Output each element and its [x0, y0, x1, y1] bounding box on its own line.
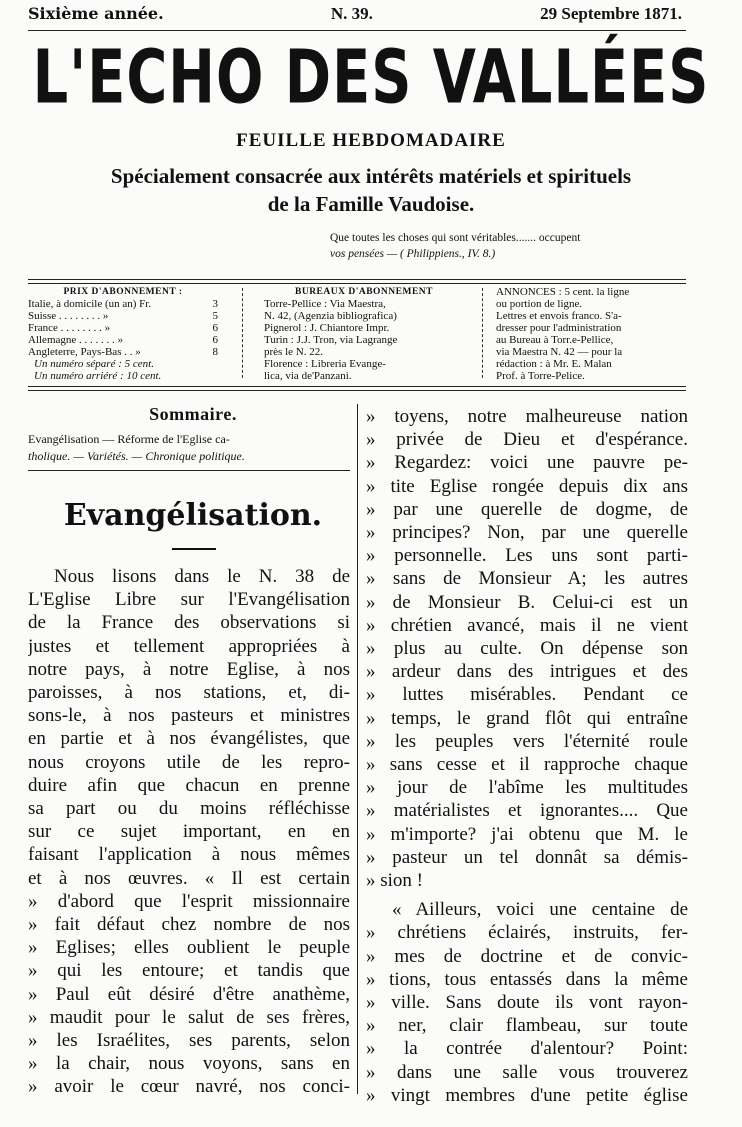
article-line: » matérialistes et ignorantes.... Que — [366, 800, 688, 822]
article-line: » les peuples vers l'éternité roule — [366, 730, 688, 752]
article-line: nous croyons utile de les repro- — [28, 751, 350, 773]
article-line: » chrétien avancé, mais il ne vient — [366, 614, 688, 636]
article-line: » Eglises; elles oublient le peuple — [28, 937, 350, 959]
article-line: » temps, le grand flôt qui entraîne — [366, 707, 688, 729]
office-line: Pignerol : J. Chiantore Impr. — [264, 322, 390, 334]
article-line: duire afin que chacun en prenne — [28, 774, 350, 796]
subscription-label: Allemagne . . . . . . . » — [28, 334, 124, 346]
office-line: près le N. 22. — [264, 346, 323, 358]
article-line: » d'abord que l'esprit missionnaire — [28, 890, 350, 912]
article-line: » fait défaut chez nombre de nos — [28, 914, 350, 936]
offices-lines — [264, 298, 464, 382]
subscription-rows — [28, 298, 218, 358]
article-line: sa part ou du moins réfléchisse — [28, 798, 350, 820]
sommaire-title: Sommaire. — [149, 404, 237, 424]
info-divider-1 — [242, 288, 248, 378]
article-line: paroisses, à nos stations, et, di- — [28, 682, 350, 704]
subscription-offices — [264, 286, 464, 382]
issue-line — [28, 4, 682, 24]
article-line: » la contrée d'alentour? Point: — [366, 1038, 688, 1060]
subscription-price: 8 — [212, 346, 218, 358]
article-line: » tions, tous entassés dans la même — [366, 968, 688, 990]
announcement-line: dresser pour l'administration — [496, 322, 622, 334]
office-line: Turin : J.J. Tron, via Lagrange — [264, 334, 398, 346]
info-top-rule — [28, 279, 686, 280]
subscription-row — [28, 298, 218, 310]
subscription-price: 3 — [212, 298, 218, 310]
epigraph — [330, 230, 680, 262]
article-right-column — [366, 405, 688, 1107]
sommaire-rule — [28, 470, 350, 471]
offices-heading: BUREAUX D'ABONNEMENT — [295, 287, 433, 297]
subscription-row — [28, 310, 218, 322]
subscription-price: 6 — [212, 322, 218, 334]
article-line: » m'importe? j'ai obtenu que M. le — [366, 823, 688, 845]
announcements — [496, 286, 686, 382]
article-line: » maudit pour le salut de ses frères, — [28, 1006, 350, 1028]
article-line: sons-le, à nos pasteurs et ministres — [28, 705, 350, 727]
epigraph-line-2: vos pensées — ( Philippiens., IV. 8.) — [330, 248, 496, 260]
article-line: » chrétiens éclairés, instruits, fer- — [366, 922, 688, 944]
info-divider-2 — [482, 288, 488, 378]
article-line: » toyens, notre malheureuse nation — [366, 406, 688, 427]
article-line: » Paul eût désiré d'être anathème, — [28, 983, 350, 1005]
article-line: » avoir le cœur navré, nos conci- — [28, 1076, 350, 1098]
article-line: » pasteur un tel donnât sa démis- — [366, 846, 688, 868]
issue-date: 29 Septembre 1871. — [540, 4, 682, 23]
article-line: » vingt membres d'une petite église — [366, 1084, 688, 1106]
info-bottom-rule-2 — [28, 390, 686, 391]
article-line: » la chair, nous voyons, sans en — [28, 1053, 350, 1075]
newspaper-tagline — [0, 162, 742, 218]
article-line: de la France des observations si — [28, 612, 350, 634]
tagline-line-1: Spécialement consacrée aux intérêts matériels et spirituels — [110, 164, 632, 188]
office-line: N. 42, (Agenzia bibliografica) — [264, 310, 397, 322]
announcement-line: Lettres et envois franco. S'a- — [496, 310, 622, 322]
subscription-row — [28, 322, 218, 334]
article-line: Nous lisons dans le N. 38 de — [54, 566, 350, 587]
article-left-column — [28, 565, 350, 1099]
article-line: » personnelle. Les uns sont parti- — [366, 545, 688, 567]
article-right-part-2 — [366, 898, 688, 1107]
article-line: » plus au culte. On dépense son — [366, 638, 688, 660]
subscription-price: 6 — [212, 334, 218, 346]
year-label: Sixième année. — [28, 4, 164, 23]
subscription-row — [28, 346, 218, 358]
article-line: » de Monsieur B. Celui-ci est un — [366, 591, 688, 613]
subscription-prices — [28, 286, 218, 382]
article-line: notre pays, à notre Eglise, à nos — [28, 658, 350, 680]
article-line: L'Eglise Libre sur l'Evangélisation — [28, 589, 350, 611]
tagline-line-2: de la Famille Vaudoise. — [267, 192, 475, 216]
office-line: lica, via de'Panzani. — [264, 370, 352, 382]
article-line: » ardeur dans des intrigues et des — [366, 661, 688, 683]
article-line: » sion ! — [366, 870, 423, 892]
article-line: » sans de Monsieur A; les autres — [366, 568, 688, 590]
subscription-heading: PRIX D'ABONNEMENT : — [63, 287, 183, 297]
back-issue-price: Un numéro arriéré : 10 cent. — [34, 370, 162, 382]
sommaire — [28, 404, 358, 465]
subscription-label: France . . . . . . . . » — [28, 322, 111, 334]
announcement-line: Prof. à Torre-Pelice. — [496, 370, 585, 382]
announcement-line: rédaction : à Mr. E. Malan — [496, 358, 612, 370]
announcement-line: ANNONCES : 5 cent. la ligne — [496, 286, 630, 298]
article-line: » qui les entoure; et tandis que — [28, 960, 350, 982]
article-line: » privée de Dieu et d'espérance. — [366, 429, 688, 451]
epigraph-line-1: Que toutes les choses qui sont véritables....... occupent — [330, 232, 581, 244]
article-right-part-1 — [366, 405, 688, 892]
article-line: sur ce sujet important, en en — [28, 821, 350, 843]
info-bottom-rule — [28, 386, 686, 387]
article-line: » Regardez: voici une pauvre pe- — [366, 452, 688, 474]
article-line: » principes? Non, par une querelle — [366, 522, 688, 544]
office-line: Florence : Libreria Evange- — [264, 358, 386, 370]
article-line: » par une querelle de dogme, de — [366, 498, 688, 520]
article-line: » ner, clair flambeau, sur toute — [366, 1015, 688, 1037]
subscription-row — [28, 334, 218, 346]
info-top-rule-2 — [28, 283, 686, 284]
title-dash — [172, 548, 216, 550]
article-line: » dans une salle vous trouverez — [366, 1061, 688, 1083]
announcement-line: au Bureau à Torr.e-Pellice, — [496, 334, 614, 346]
article-line: et à nos œuvres. « Il est certain — [28, 867, 350, 889]
subscription-label: Angleterre, Pays-Bas . . » — [28, 346, 141, 358]
article-line: » mes de doctrine et de convic- — [366, 945, 688, 967]
article-line: » jour de l'abîme les multitudes — [366, 777, 688, 799]
info-box — [28, 286, 686, 382]
article-line: » les Israélites, ses parents, selon — [28, 1030, 350, 1052]
subscription-price: 5 — [212, 310, 218, 322]
issue-number: N. 39. — [330, 4, 373, 23]
office-line: Torre-Pellice : Via Maestra, — [264, 298, 386, 310]
separate-issue-price: Un numéro séparé : 5 cent. — [34, 358, 154, 370]
newspaper-subtitle: FEUILLE HEBDOMADAIRE — [236, 130, 506, 151]
announcement-line: via Maestra N. 42 — pour la — [496, 346, 623, 358]
article-title: Evangélisation. — [63, 498, 323, 533]
subscription-label: Italie, à domicile (un an) Fr. — [28, 298, 152, 310]
sommaire-line-1: Evangélisation — Réforme de l'Eglise ca- — [28, 432, 230, 446]
article-line: faisant l'application à nous mêmes — [28, 844, 350, 866]
article-line: » tite Eglise rongée depuis dix ans — [366, 475, 688, 497]
newspaper-title: L'ECHO DES VALLÉES — [32, 32, 710, 121]
article-line: » sans cesse et il rapproche chaque — [366, 754, 688, 776]
subscription-label: Suisse . . . . . . . . » — [28, 310, 109, 322]
article-line: en partie et à nos évangélistes, que — [28, 728, 350, 750]
top-rule — [28, 30, 686, 31]
announcement-lines — [496, 286, 686, 382]
article-line: » ville. Sans doute ils vont rayon- — [366, 992, 688, 1014]
sommaire-line-2: tholique. — Variétés. — Chronique politique. — [28, 449, 245, 463]
article-line: » luttes misérables. Pendant ce — [366, 684, 688, 706]
article-line: justes et tellement appropriées à — [28, 635, 350, 657]
article-line: « Ailleurs, voici une centaine de — [392, 899, 688, 921]
announcement-line: ou portion de ligne. — [496, 298, 583, 310]
